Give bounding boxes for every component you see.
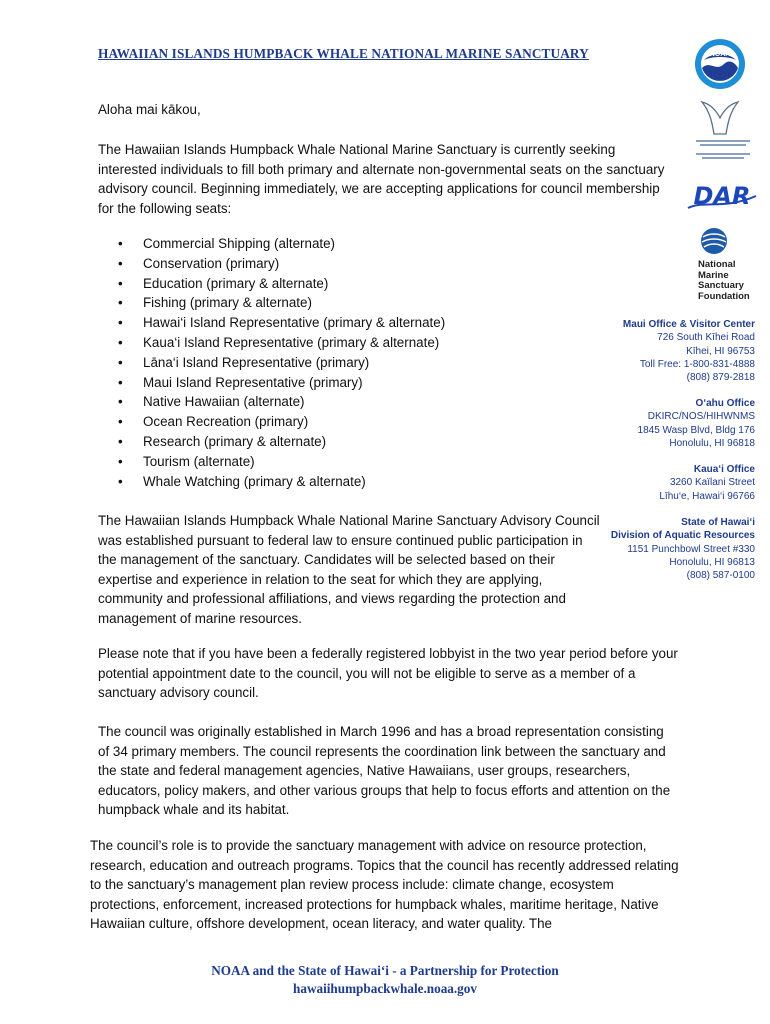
nmsf-logo-text: National Marine Sanctuary Foundation: [698, 259, 750, 302]
list-item: • Native Hawaiian (alternate): [118, 394, 305, 410]
list-item: • Lāna‘i Island Representative (primary): [118, 354, 370, 370]
list-item: • Hawai‘i Island Representative (primary & alternate): [118, 315, 446, 331]
list-item: • Commercial Shipping (alternate): [118, 236, 336, 251]
list-item: • Tourism (alternate): [118, 453, 255, 469]
list-item: • Conservation (primary): [118, 255, 280, 271]
list-item: • Education (primary & alternate): [118, 275, 329, 291]
list-item: • Research (primary & alternate): [118, 433, 327, 449]
dar-logo-text: DAR: [693, 182, 751, 210]
council-role-paragraph: The council’s role is to provide the sanctuary management with advice on resource protection, research, education and outreach programs. Topics that the council has recently addressed relating to the sanctuary’s management plan review process include: climate change, ecosystem protections, enforcement, increased protections for humpback whales, maritime heritage, Native Hawaiian culture, offshore development, ocean literacy, and water quality. The: [90, 838, 679, 932]
dar-logo: [684, 180, 760, 212]
lobbyist-paragraph: Please note that if you have been a federally registered lobbyist in the two year period before your potential appointment date to the council, you will not be eligible to serve as a member of a sanctuary advisory council.: [98, 646, 678, 701]
office-subheading: Division of Aquatic Resources: [610, 530, 755, 542]
seats-list: [98, 234, 445, 491]
list-item: • Kaua‘i Island Representative (primary & alternate): [118, 334, 440, 350]
noaa-logo: [694, 38, 746, 90]
list-item: • Whale Watching (primary & alternate): [118, 473, 366, 489]
list-item: • Maui Island Representative (primary): [118, 374, 363, 390]
office-kauai: Kaua‘i Office 3260 Kaïlani Street Līhu‘e, Hawai‘i 96766: [565, 463, 755, 503]
footer-tagline: NOAA and the State of Hawai‘i - a Partnership for Protection: [211, 963, 559, 978]
office-heading: O‘ahu Office: [695, 398, 755, 409]
office-maui: Maui Office & Visitor Center 726 South Kīhei Road Kīhei, HI 96753 Toll Free: 1-800-831-4888 (808) 879-2818: [565, 318, 755, 384]
list-item: • Fishing (primary & alternate): [118, 295, 312, 311]
page-footer: [0, 962, 770, 998]
office-heading: State of Hawai‘i: [681, 517, 755, 528]
office-heading: Kaua‘i Office: [693, 464, 755, 475]
history-paragraph: The council was originally established in March 1996 and has a broad representation consisting of 34 primary members. The council represents the coordination link between the sanctuary and the state and federal management agencies, Native Hawaiians, user groups, researchers, educators, policy makers, and other various groups that help to focus efforts and attention on the humpback whale and its habitat.: [98, 724, 671, 818]
advisory-council-paragraph: The Hawaiian Islands Humpback Whale National Marine Sanctuary Advisory Council was established pursuant to federal law to ensure continued public participation in the management of the sanctuary. Candidates will be selected based on their expertise and experience in relation to the seat for which they are applying, community and professional affiliations, and views regarding the protection and management of marine resources.: [98, 513, 600, 626]
sanctuary-whale-tail-logo: [694, 96, 752, 166]
list-item: • Ocean Recreation (primary): [118, 414, 309, 430]
office-heading: Maui Office & Visitor Center: [622, 319, 755, 330]
nmsf-globe-logo: [699, 226, 729, 256]
footer-url[interactable]: hawaiihumpbackwhale.noaa.gov: [293, 981, 477, 996]
noaa-logo-text: NOAA: [709, 51, 731, 58]
office-oahu: O‘ahu Office DKIRC/NOS/HIHWNMS 1845 Wasp Blvd, Bldg 176 Honolulu, HI 96818: [565, 397, 755, 450]
office-state-dar: State of Hawai‘i Division of Aquatic Resources 1151 Punchbowl Street #330 Honolulu, HI 96813 (808) 587-0100: [565, 516, 755, 582]
greeting: Aloha mai kākou,: [98, 102, 201, 117]
intro-paragraph: The Hawaiian Islands Humpback Whale National Marine Sanctuary is currently seeking interested individuals to fill both primary and alternate non-governmental seats on the sanctuary advisory council. Beginning immediately, we are accepting applications for council membership for the following seats:: [98, 142, 665, 216]
page-title: HAWAIIAN ISLANDS HUMPBACK WHALE NATIONAL MARINE SANCTUARY: [98, 46, 589, 61]
